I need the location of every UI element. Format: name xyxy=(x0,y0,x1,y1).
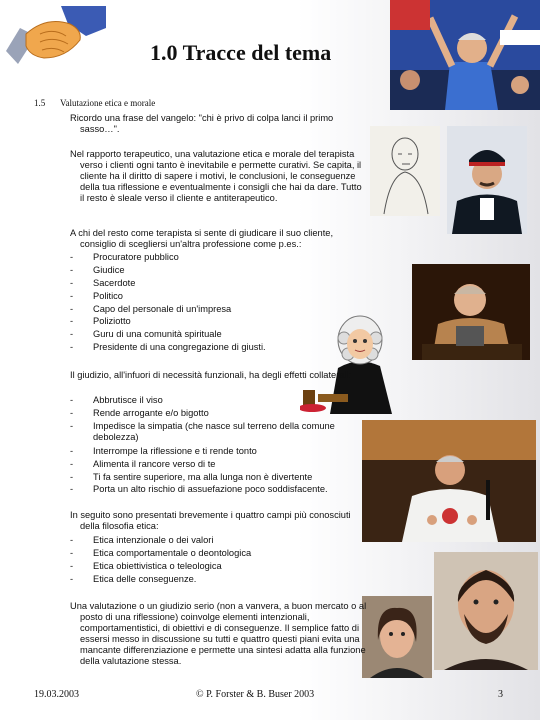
list-professions xyxy=(70,252,362,355)
woman-portrait xyxy=(362,596,432,678)
crowd-photo xyxy=(390,0,540,110)
paragraph-serious-judgement: Una valutazione o un giudizio serio (non a vanvera, a buon mercato o al posto di una riflessione) coinvolge elementi intenzionali, comportamentistici, di obiettivi e di conseguenze. Il semplice fatto di essersi messo in discussione su tutti e quattro questi piani evita una mancante differenziazione e permette una sintesi adatta alla funzione della valutazione stessa. xyxy=(70,601,367,666)
list-item: - Etica obiettivistica o teleologica xyxy=(70,560,222,571)
section-number: 1.5 xyxy=(34,98,46,108)
paragraph-therapeutic-relation: Nel rapporto terapeutico, una valutazione etica e morale del terapista verso i clienti ogni tanto è inevitabile e permette curativi. Se capita, il cliente ha il diritto di sapere i motivi, le conclusioni, le conseguenze della tua riflessione e eventualmente i consigli che hai da dare. Tutto il resto è sleale verso il cliente e antiterapeutico. xyxy=(70,149,362,203)
section-title: Valutazione etica e morale xyxy=(60,98,156,108)
footer-date: 19.03.2003 xyxy=(34,689,79,700)
paragraph-side-effects: Il giudizio, all'infuori di necessità funzionali, ha degli effetti collaterali: xyxy=(70,370,352,380)
speaker-photo xyxy=(412,264,530,360)
list-item: - Politico xyxy=(70,290,123,301)
list-item: - Alimenta il rancore verso di te xyxy=(70,458,216,469)
list-effects xyxy=(70,395,362,497)
list-item: - Sacerdote xyxy=(70,277,136,288)
list-item: - Ti fa sentire superiore, ma alla lunga non è divertente xyxy=(70,471,313,482)
sketch-portrait-image xyxy=(370,126,440,216)
list-item: - Guru di una comunità spirituale xyxy=(70,329,222,340)
handshake-clipart xyxy=(6,6,106,66)
list-item: - Presidente di una congregazione di giusti. xyxy=(70,342,266,353)
section-heading xyxy=(34,98,155,108)
list-item: - Procuratore pubblico xyxy=(70,252,179,262)
list-item: - Porta un alto rischio di assuefazione poco soddisfacente. xyxy=(70,484,328,495)
list-item: - Etica intenzionale o dei valori xyxy=(70,535,214,545)
list-item: - Capo del personale di un'impresa xyxy=(70,303,232,314)
page-title: 1.0 Tracce del tema xyxy=(150,40,332,65)
paragraph-ethics-fields: In seguito sono presentati brevemente i quattro campi più conosciuti della filosofia etica: xyxy=(70,510,351,531)
police-officer-photo xyxy=(447,126,527,234)
list-item: - Interrompe la riflessione e ti rende tonto xyxy=(70,445,257,456)
paragraph-judging-clients: A chi del resto come terapista si sente di giudicare il suo cliente, consiglio di scegliersi un'altra professione come p.es.: xyxy=(70,228,334,249)
list-item: - Impedisce la simpatia (che nasce sul terreno della comune debolezza) xyxy=(70,420,335,442)
footer-page-number: 3 xyxy=(498,689,503,700)
list-item: - Etica delle conseguenze. xyxy=(70,573,197,584)
list-item: - Giudice xyxy=(70,264,125,275)
bearded-man-portrait xyxy=(434,552,538,670)
list-item: - Etica comportamentale o deontologica xyxy=(70,547,252,558)
footer-copyright: © P. Forster & B. Buser 2003 xyxy=(196,689,315,700)
list-ethics-fields xyxy=(70,535,362,587)
paragraph-gospel-quote: Ricordo una frase del vangelo: "chi è privo di colpa lanci il primo sasso…". xyxy=(70,113,334,134)
list-item: - Rende arrogante e/o bigotto xyxy=(70,407,209,418)
priest-photo xyxy=(362,420,536,542)
list-item: - Poliziotto xyxy=(70,316,131,327)
list-item: - Abbrutisce il viso xyxy=(70,395,163,405)
